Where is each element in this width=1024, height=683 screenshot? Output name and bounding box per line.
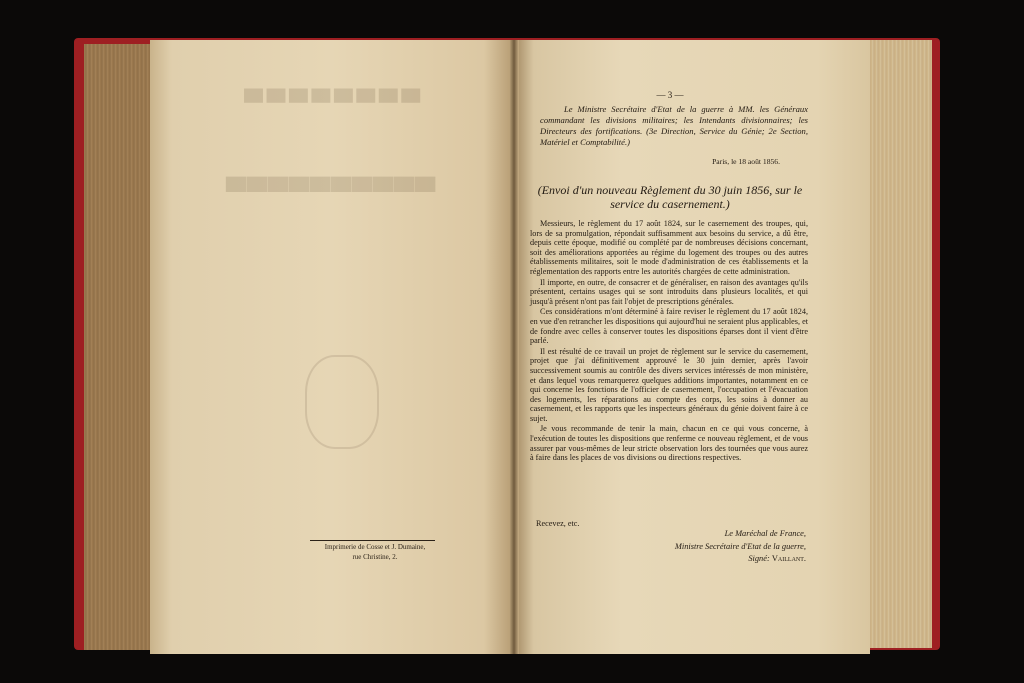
letter-heading: (Envoi d'un nouveau Règlement du 30 juin 1856, sur le service du casernement.): [537, 183, 803, 211]
printer-imprint: [300, 542, 450, 562]
body-paragraph: Ces considérations m'ont déterminé à faire reviser le règlement du 17 août 1824, en vue d'en retrancher les dispositions qui aujourd'hui ne seraient plus applicables, et de fondre avec celles à conserver toutes les dispositions éparses dont il vient d'être parlé.: [530, 307, 808, 346]
letter-dateline: Paris, le 18 août 1856.: [712, 157, 780, 166]
show-through-title-mark: ▀▀▀▀▀▀▀▀: [240, 88, 420, 117]
letter-closing: Recevez, etc.: [536, 519, 580, 528]
left-page-edges: [84, 44, 156, 650]
letter-signature: [600, 528, 806, 566]
body-paragraph: Je vous recommande de tenir la main, chacun en ce qui vous concerne, à l'exécution de toutes les dispositions que renferme ce nouveau règlement, et de vous assurer par vous-mêmes de leur stricte observation lors des tournées que vous aurez à faire dans les places de vos divisions ou directions respectives.: [530, 424, 808, 463]
imprint-line-1: Imprimerie de Cosse et J. Dumaine,: [324, 543, 426, 551]
signature-title: Le Maréchal de France,: [724, 529, 806, 538]
show-through-subtitle-mark: ▀▀▀▀▀▀▀▀▀▀: [225, 178, 435, 208]
show-through-emblem: [305, 355, 379, 449]
body-paragraph: Il est résulté de ce travail un projet de règlement sur le service du casernement, projet que j'ai définitivement approuvé le 30 juin dernier, après l'avoir successivement soumis au contrôle des divers services intéressés de mon ministère, et dans lequel vous remarquerez quelques additions importantes, notamment en ce qui concerne les fonctions de l'officier de casernement, l'occupation et l'évacuation des logements, les réparations au compte des corps, les soins à donner au casernement, et les rapports que les inspecteurs généraux du génie doivent faire à ce sujet.: [530, 346, 808, 423]
signature-name-line: [600, 553, 806, 566]
signature-office: Ministre Secrétaire d'Etat de la guerre,: [674, 541, 806, 551]
body-paragraph: Messieurs, le règlement du 17 août 1824, sur le casernement des troupes, qui, lors de sa promulgation, répondait suffisamment aux besoins du service, a dû être, depuis cette époque, modifié ou complété par de nombreuses décisions concernant, soit des améliorations apportées au régime du logement des troupes ou des autres établissements militaires, soit le mode d'administration de ces établissements et la réglementation des rapports entre les autorités chargées de cette administration.: [530, 219, 808, 276]
signature-prefix: Signé:: [748, 554, 770, 563]
page-number: — 3 —: [656, 90, 684, 100]
imprint-rule: [310, 540, 435, 541]
letter-address: Le Ministre Secrétaire d'Etat de la guerre à MM. les Généraux commandant les divisions militaires; les Intendants divisionnaires; les Directeurs des fortifications. (3e Direction, Service du Génie; 2e Section, Matériel et Comptabilité.): [540, 104, 808, 147]
letter-body: [530, 219, 808, 464]
body-paragraph: Il importe, en outre, de consacrer et de généraliser, en raison des avantages qu'ils présentent, certains usages qui se sont introduits dans plusieurs localités, et qui jusqu'à présent n'ont pas fait l'objet de prescriptions générales.: [530, 277, 808, 306]
book-gutter: [509, 40, 519, 654]
signature-name: Vaillant.: [771, 554, 806, 563]
right-page-edges: [868, 40, 932, 648]
imprint-line-2: rue Christine, 2.: [352, 553, 398, 561]
